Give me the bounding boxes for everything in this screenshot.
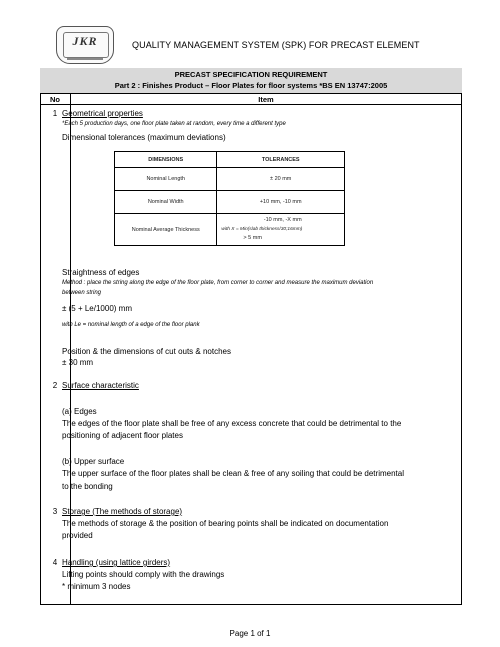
jkr-logo (56, 26, 114, 64)
tolerance-dimension-cell: Nominal Average Thickness (115, 214, 217, 246)
item-2-heading: Surface characteristic (62, 381, 139, 390)
table-row (115, 214, 345, 246)
straightness-note: with Le = nominal length of a edge of the floor plank (62, 322, 200, 328)
tolerance-thickness-value: -10 mm, -X mm (263, 217, 302, 223)
tolerance-table-header (115, 152, 345, 168)
tolerance-value-cell: +10 mm, -10 mm (217, 191, 345, 214)
table-header (40, 68, 462, 94)
dimensional-tolerances-title: Dimensional tolerances (maximum deviations) (62, 133, 226, 142)
table-title: PRECAST SPECIFICATION REQUIREMENT (174, 70, 328, 79)
edges-title: (a) Edges (62, 407, 97, 416)
storage-text-line1: The methods of storage & the position of bearing points shall be indicated on documentation (62, 519, 389, 528)
straightness-title: Straightness of edges (62, 268, 140, 277)
tolerance-dimension-cell: Nominal Width (115, 191, 217, 214)
item-1-note: *Each 5 production days, one floor plate taken at random, every time a different type (62, 121, 286, 127)
item-1-number: 1 (52, 109, 58, 118)
logo-text: JKR (72, 34, 98, 48)
tolerance-table (114, 151, 345, 246)
handling-text-line1: Lifting points should comply with the drawings (62, 570, 225, 579)
cutouts-value: ± 30 mm (62, 358, 94, 367)
column-header-no: No (50, 95, 60, 104)
handling-text-line2: * minimum 3 nodes (62, 582, 131, 591)
tolerance-value-cell: ± 20 mm (217, 168, 345, 191)
table-subtitle: Part 2 : Finishes Product – Floor Plates for floor systems *BS EN 13747:2005 (114, 81, 388, 90)
edges-text-line1: The edges of the floor plate shall be free of any excess concrete that could be detrimental to the (62, 419, 402, 428)
document-header-title: QUALITY MANAGEMENT SYSTEM (SPK) FOR PRECAST ELEMENT (132, 40, 420, 50)
tolerance-dimension-cell: Nominal Length (115, 168, 217, 191)
straightness-method-line2: between string (62, 290, 102, 296)
item-3-number: 3 (52, 507, 58, 516)
item-4-number: 4 (52, 558, 58, 567)
upper-surface-title: (b) Upper surface (62, 457, 125, 466)
logo-underline (67, 58, 103, 60)
tolerance-header-tolerances: TOLERANCES (217, 152, 345, 168)
tolerance-header-dimensions: DIMENSIONS (115, 152, 217, 168)
tolerance-thickness-min: > 5 mm (243, 235, 262, 241)
item-2-number: 2 (52, 381, 58, 390)
item-4-heading: Handling (using lattice girders) (62, 558, 171, 567)
item-3-heading: Storage (The methods of storage) (62, 507, 183, 516)
tolerance-thickness-formula: with X = Min(slab thickness/30;16mm) (221, 227, 303, 232)
page-number: Page 1 of 1 (229, 629, 271, 638)
column-header-row (40, 94, 462, 105)
cutouts-title: Position & the dimensions of cut outs & notches (62, 347, 231, 356)
table-row (115, 191, 345, 214)
tolerance-value-cell (217, 214, 345, 246)
item-1-heading: Geometrical properties (62, 109, 143, 118)
table-row (115, 168, 345, 191)
storage-text-line2: provided (62, 531, 93, 540)
upper-surface-text-line1: The upper surface of the floor plates shall be clean & free of any soiling that could be detrimental (62, 469, 404, 478)
straightness-method-line1: Method : place the string along the edge of the floor plate, from corner to corner and measure the maximum deviation (62, 280, 374, 286)
upper-surface-text-line2: to the bonding (62, 482, 113, 491)
straightness-formula: ± (5 + Le/1000) mm (62, 304, 132, 313)
column-header-item: Item (258, 95, 274, 104)
edges-text-line2: positioning of adjacent floor plates (62, 431, 183, 440)
